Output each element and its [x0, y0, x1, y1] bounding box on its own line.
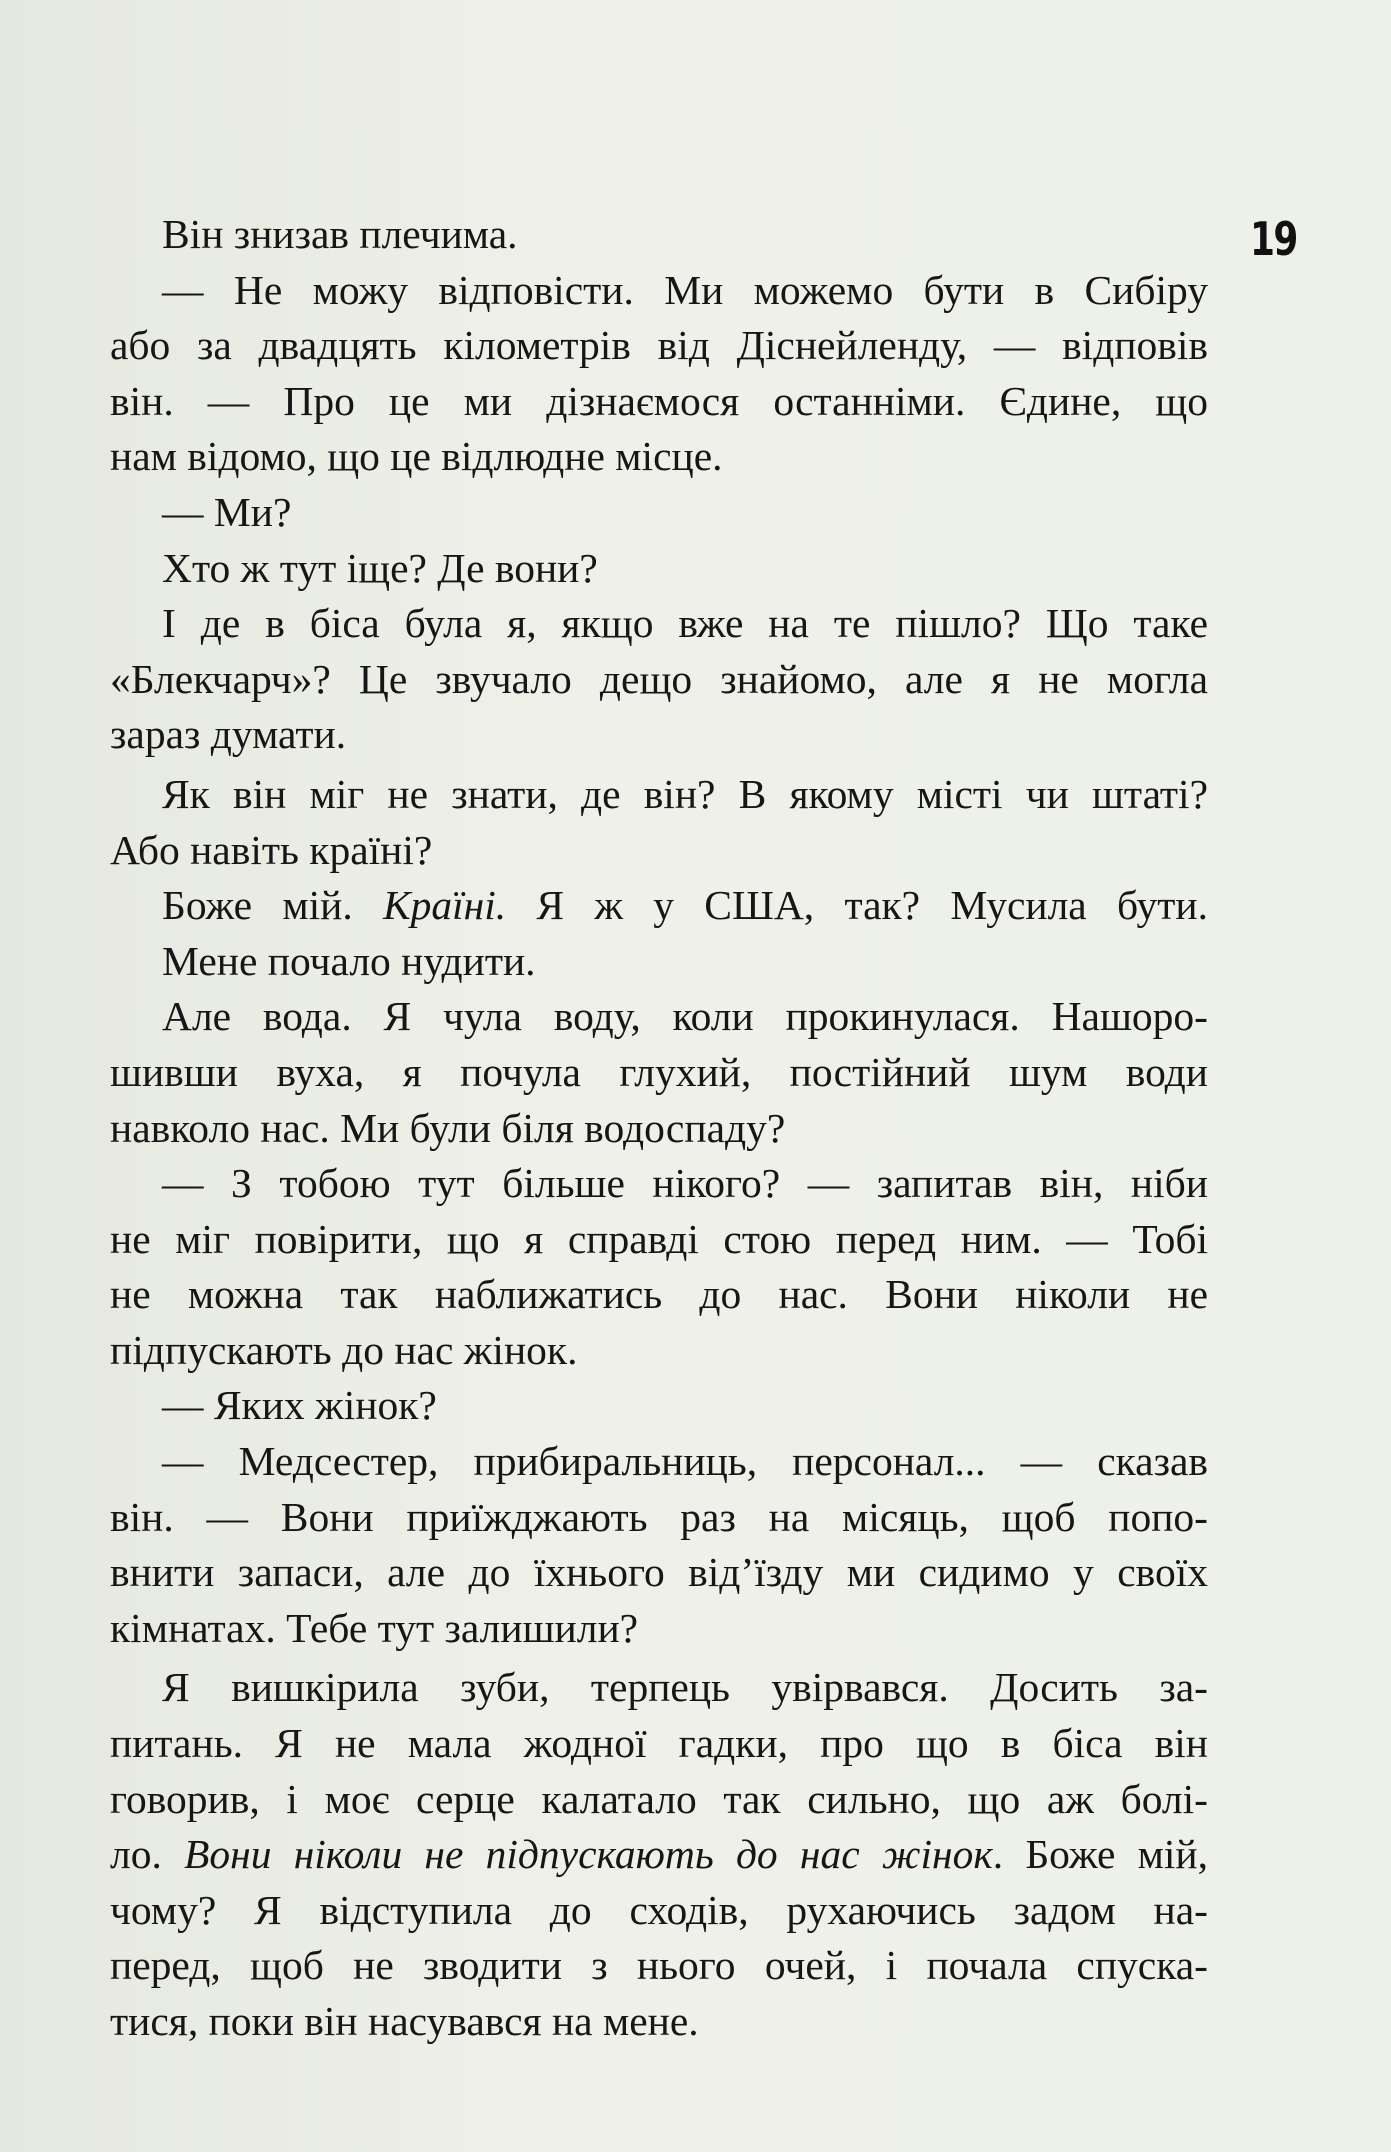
text-segment: він. — Вони приїжджають раз на місяць, щоб попо- — [110, 1493, 1208, 1540]
text-line — [110, 934, 1208, 990]
text-line — [110, 596, 1208, 652]
text-line — [110, 989, 1208, 1045]
text-line — [110, 1490, 1208, 1546]
text-segment: Боже мій. — [162, 882, 384, 929]
text-segment: внити запаси, але до їхнього від’їзду ми сидимо у своїх — [110, 1549, 1208, 1596]
text-line — [110, 318, 1208, 374]
text-line — [110, 429, 1208, 485]
text-line — [110, 1323, 1208, 1379]
text-line — [110, 878, 1208, 934]
text-line — [110, 1267, 1208, 1323]
text-segment: шивши вуха, я почула глухий, постійний шум води — [110, 1048, 1208, 1095]
text-segment: Як він міг не знати, де він? В якому місті чи штаті? — [162, 770, 1208, 817]
text-segment: кімнатах. Тебе тут залишили? — [110, 1604, 639, 1651]
page-number: 19 — [1250, 212, 1297, 266]
text-segment: — З тобою тут більше нікого? — запитав він, ніби — [162, 1160, 1208, 1207]
text-line — [110, 207, 1208, 263]
text-segment: Хто ж тут іще? Де вони? — [162, 544, 598, 591]
text-line — [110, 1827, 1208, 1883]
text-segment: — Не можу відповісти. Ми можемо бути в Сибіру — [162, 266, 1208, 313]
italic-text: Вони ніколи не підпускають до нас жінок — [184, 1831, 993, 1878]
text-segment: чому? Я відступила до сходів, рухаючись задом на- — [110, 1886, 1208, 1933]
text-segment: «Блекчарч»? Це звучало дещо знайомо, але я не могла — [110, 655, 1208, 702]
text-segment: — Яких жінок? — [162, 1382, 437, 1429]
text-line — [110, 1434, 1208, 1490]
text-line — [110, 1212, 1208, 1268]
text-segment: або за двадцять кілометрів від Діснейленду, — відповів — [110, 322, 1208, 369]
text-line — [110, 1938, 1208, 1994]
text-line — [110, 823, 1208, 879]
text-line — [110, 1045, 1208, 1101]
text-segment: Або навіть країні? — [110, 826, 433, 873]
text-line — [110, 1101, 1208, 1157]
text-line — [110, 707, 1208, 763]
text-segment: І де в біса була я, якщо вже на те пішло? Що таке — [162, 600, 1208, 647]
text-line — [110, 1601, 1208, 1657]
text-line — [110, 1994, 1208, 2050]
text-line — [110, 1660, 1208, 1716]
text-segment: — Медсестер, прибиральниць, персонал... — сказав — [162, 1438, 1208, 1485]
text-segment: Я вишкірила зуби, терпець увірвався. Досить за- — [162, 1664, 1208, 1711]
italic-text: Країні. — [383, 882, 507, 929]
text-segment: Він знизав плечима. — [162, 211, 518, 257]
text-line — [110, 374, 1208, 430]
text-segment: ло. — [110, 1831, 185, 1878]
text-line — [110, 1716, 1208, 1772]
text-line — [110, 263, 1208, 319]
text-segment: нам відомо, що це відлюдне місце. — [110, 433, 723, 480]
text-line — [110, 767, 1208, 823]
text-segment: підпускають до нас жінок. — [110, 1326, 578, 1373]
text-segment: не міг повірити, що я справді стою перед ним. — Тобі — [110, 1215, 1208, 1262]
text-segment: тися, поки він насувався на мене. — [110, 1998, 699, 2044]
text-segment: Але вода. Я чула воду, коли прокинулася. Нашоро- — [162, 993, 1208, 1040]
text-segment: Я ж у США, так? Мусила бути. — [506, 882, 1208, 929]
text-segment: навколо нас. Ми були біля водоспаду? — [110, 1104, 786, 1151]
text-segment: . Боже мій, — [992, 1831, 1209, 1878]
text-line — [110, 485, 1208, 541]
text-segment: питань. Я не мала жодної гадки, про що в біса він — [110, 1720, 1208, 1767]
text-segment: не можна так наближатись до нас. Вони ніколи не — [110, 1271, 1208, 1318]
text-segment: перед, щоб не зводити з нього очей, і почала спуска- — [110, 1942, 1208, 1989]
text-line — [110, 541, 1208, 597]
text-segment: він. — Про це ми дізнаємося останніми. Єдине, що — [110, 377, 1208, 424]
text-segment: зараз думати. — [110, 711, 347, 758]
text-line — [110, 1772, 1208, 1828]
text-line — [110, 652, 1208, 708]
text-segment: — Ми? — [162, 488, 292, 535]
body-text — [110, 207, 1208, 2050]
text-line — [110, 1545, 1208, 1601]
text-line — [110, 1156, 1208, 1212]
text-line — [110, 1378, 1208, 1434]
text-segment: говорив, і моє серце калатало так сильно, що аж болі- — [110, 1775, 1208, 1822]
text-line — [110, 1883, 1208, 1939]
text-segment: Мене почало нудити. — [162, 937, 536, 984]
